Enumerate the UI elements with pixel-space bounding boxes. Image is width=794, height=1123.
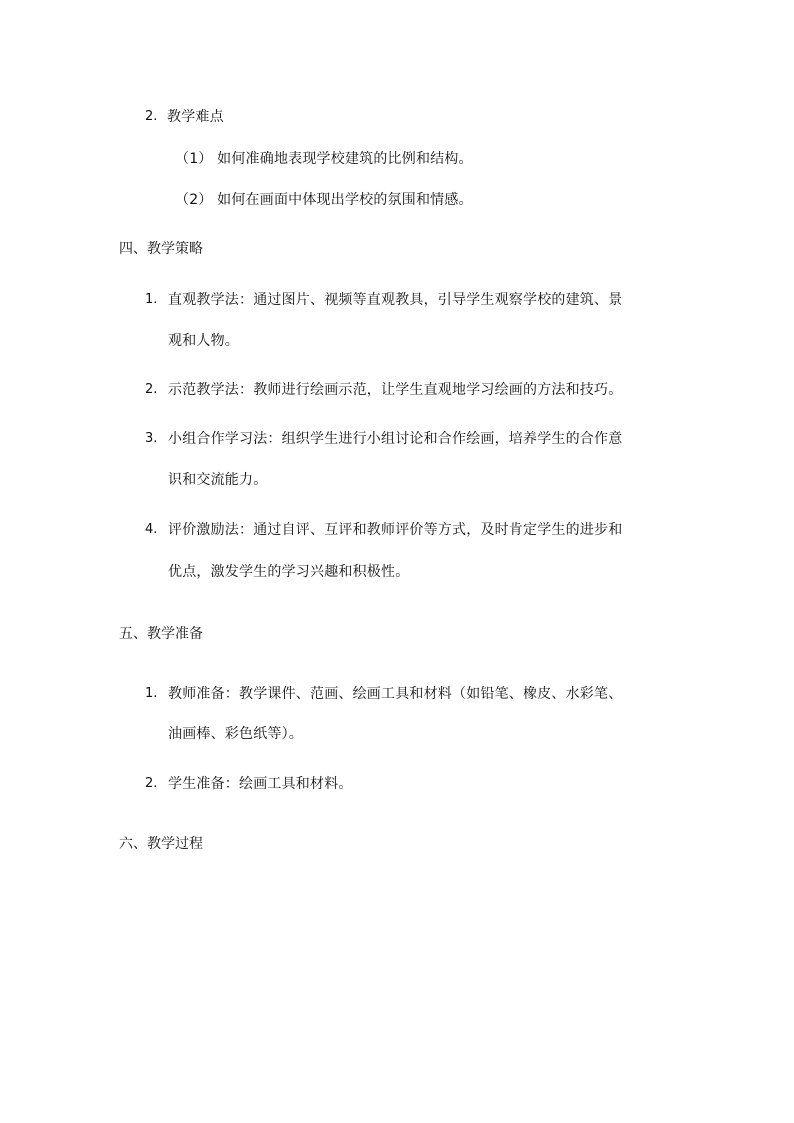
difficulty-item-2: （2） 如何在画面中体现出学校的氛围和情感。 (175, 192, 473, 208)
list-number: 2. (145, 776, 158, 791)
section-heading-strategy: 四、教学策略 (119, 241, 203, 257)
prep-item-1-line-1: 教师准备：教学课件、范画、绘画工具和材料（如铅笔、橡皮、水彩笔、 (168, 686, 623, 702)
list-number: 1. (145, 686, 158, 701)
prep-item-2-line-1: 学生准备：绘画工具和材料。 (168, 776, 353, 792)
strategy-item-3-line-2: 识和交流能力。 (168, 472, 268, 488)
strategy-item-4-line-1: 评价激励法：通过自评、互评和教师评价等方式，及时肯定学生的进步和 (168, 522, 623, 538)
section-heading-preparation: 五、教学准备 (119, 626, 203, 642)
strategy-item-4-line-2: 优点，激发学生的学习兴趣和积极性。 (168, 564, 410, 580)
list-number: 4. (145, 522, 158, 537)
prep-item-1-line-2: 油画棒、彩色纸等）。 (168, 726, 303, 742)
strategy-item-1-line-2: 观和人物。 (168, 333, 239, 349)
section-heading-process: 六、教学过程 (119, 836, 203, 852)
list-number: 3. (145, 431, 158, 446)
list-number: 2. (145, 109, 158, 124)
strategy-item-3-line-1: 小组合作学习法：组织学生进行小组讨论和合作绘画，培养学生的合作意 (168, 431, 623, 447)
strategy-item-2-line-1: 示范教学法：教师进行绘画示范，让学生直观地学习绘画的方法和技巧。 (168, 382, 623, 398)
list-number: 1. (145, 292, 158, 307)
list-number: 2. (145, 382, 158, 397)
difficulty-item-1: （1） 如何准确地表现学校建筑的比例和结构。 (175, 151, 473, 167)
subheading-difficulty: 教学难点 (167, 109, 224, 125)
strategy-item-1-line-1: 直观教学法：通过图片、视频等直观教具，引导学生观察学校的建筑、景 (168, 292, 623, 308)
